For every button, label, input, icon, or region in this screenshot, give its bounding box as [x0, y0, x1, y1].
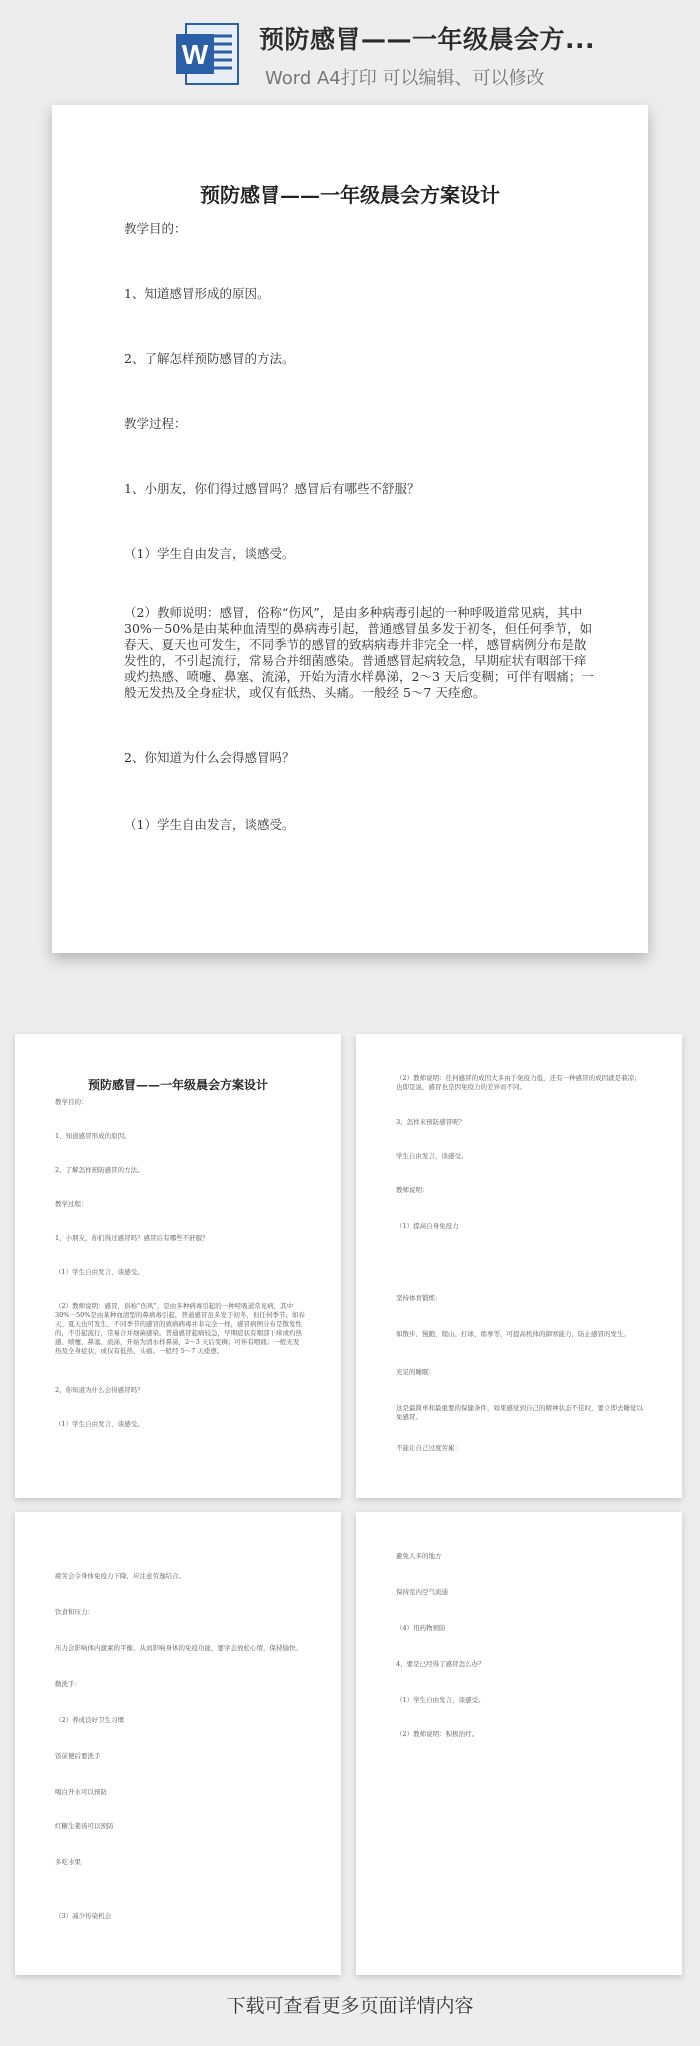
paragraph: （2）教师说明：感冒，俗称“伤风”，是由多种病毒引起的一种呼吸道常见病，其中 30%－50%是由某种血清型的鼻病毒引起，普通感冒虽多发于初冬，但任何季节，如春天、夏天也可发生，不同季节的感冒的致病病毒并非完全一样，感冒病例分布是散发性的，不引起流行，常易合并细菌感染。普通感冒起病较急，早期症状有咽部干痒或灼热感、喷嚏、鼻塞、流涕，开始为清水样鼻涕，2～3 天后变稠；可伴有咽痛；一般无发热及全身症状，或仅有低热、头痛。一般经 5～7 天痊愈。 — [124, 605, 594, 700]
page-thumbnail-4[interactable] — [356, 1512, 682, 1975]
page-title: 预防感冒——一年级晨会方案设计 — [200, 183, 500, 207]
paragraph: 2、你知道为什么会得感冒吗？ — [124, 750, 295, 765]
thumb-paragraph: 红糖生姜汤可以预防 — [55, 1822, 114, 1830]
thumb-paragraph: 教师说明： — [396, 1186, 429, 1194]
thumb-paragraph: 2、你知道为什么会得感冒吗？ — [55, 1386, 144, 1394]
paragraph: 教学过程： — [124, 416, 187, 431]
thumb-paragraph: 1、小朋友，你们得过感冒吗？感冒后有哪些不舒服？ — [55, 1234, 209, 1242]
thumb-paragraph: 学生自由发言，谈感受。 — [396, 1152, 468, 1160]
thumb-paragraph: 饮食和压力： — [55, 1608, 94, 1616]
footer-cta[interactable]: 下载可查看更多页面详情内容 — [226, 1995, 474, 2017]
paragraph: （1）学生自由发言，谈感受。 — [124, 817, 295, 832]
thumb-paragraph: （2）教师说明：任何感冒的成因大多由于免疫力低，还有一种感冒的成因就是着凉；也即是说，感冒也是因免疫力的差异而不同。 — [396, 1074, 641, 1091]
document-page-preview — [52, 105, 648, 953]
thumb-paragraph: （1）学生自由发言，谈感受。 — [55, 1268, 144, 1276]
paragraph: 1、小朋友，你们得过感冒吗？感冒后有哪些不舒服？ — [124, 481, 420, 496]
thumb-paragraph: 2、了解怎样预防感冒的方法。 — [55, 1166, 144, 1174]
header — [0, 0, 700, 95]
thumb-paragraph: 1、知道感冒形成的原因。 — [55, 1132, 131, 1140]
thumb-paragraph: 喝白开水可以预防 — [55, 1788, 107, 1796]
page-thumbnail-2[interactable] — [356, 1034, 682, 1498]
thumb-paragraph: （4）用药物预防 — [396, 1624, 446, 1632]
word-doc-icon — [174, 20, 240, 88]
thumb-paragraph: 保持室内空气流通 — [396, 1588, 448, 1596]
paragraph: 1、知道感冒形成的原因。 — [124, 286, 270, 301]
thumb-paragraph: （2）教师说明：积极治疗。 — [396, 1730, 479, 1738]
thumb-paragraph: 疲劳会令身体免疫力下降，应注意劳逸结合。 — [55, 1572, 185, 1580]
thumb-paragraph: 坚持体育锻炼： — [396, 1294, 442, 1302]
thumb-paragraph: 充足的睡眠： — [396, 1368, 435, 1376]
thumb-paragraph: （1）学生自由发言，谈感受。 — [55, 1420, 144, 1428]
thumb-paragraph: （3）减少传染机会 — [55, 1912, 112, 1920]
thumb-paragraph: 避免人多的地方 — [396, 1552, 442, 1560]
page-thumbnail-3[interactable] — [15, 1512, 341, 1975]
paragraph: 教学目的： — [124, 221, 187, 236]
document-title: 预防感冒——一年级晨会方... — [259, 25, 595, 54]
thumb-paragraph: 压力会影响体内激素的平衡，从而影响身体的免疫功能，要学会放松心情，保持愉快。 — [55, 1644, 302, 1652]
thumb-paragraph: 这是最简单和最重要的保健条件，如果感觉到自己的精神状态不佳时，要立即去睡觉以免感冒。 — [396, 1404, 643, 1421]
thumb-paragraph: 勤洗手： — [55, 1680, 81, 1688]
thumb-title: 预防感冒——一年级晨会方案设计 — [87, 1078, 268, 1092]
document-subtitle: Word A4打印 可以编辑、可以修改 — [265, 68, 545, 89]
thumb-paragraph: （2）教师说明：感冒，俗称“伤风”，是由多种病毒引起的一种呼吸道常见病，其中 30%－50%是由某种血清型的鼻病毒引起，普通感冒虽多发于初冬，但任何季节，如春天、夏天也可发生，不同季节的感冒的致病病毒并非完全一样，感冒病例分布是散发性的，不引起流行，常易合并细菌感染。普通感冒起病较急，早期症状有咽部干痒或灼热感、喷嚏、鼻塞、流涕，开始为清水样鼻涕，2～3 天后变稠；可伴有咽痛；一般无发热及全身症状，或仅有低热、头痛。一般经 5～7 天痊愈。 — [55, 1302, 305, 1355]
svg-text:W: W — [181, 39, 209, 70]
thumb-paragraph: 如散步、慢跑、爬山、打球、练拳等，可提高机体的御寒能力，防止感冒的发生。 — [396, 1330, 630, 1338]
thumb-paragraph: 不能让自己过度劳累： — [396, 1444, 461, 1452]
thumb-paragraph: 教学目的： — [55, 1098, 88, 1106]
paragraph: 2、了解怎样预防感冒的方法。 — [124, 351, 295, 366]
thumb-paragraph: 3、怎样来预防感冒呢？ — [396, 1118, 466, 1126]
thumb-paragraph: （2）养成良好卫生习惯 — [55, 1716, 125, 1724]
thumb-paragraph: （1）提高自身免疫力 — [396, 1222, 459, 1230]
thumb-paragraph: 4、要是已经得了感冒怎么办？ — [396, 1660, 485, 1668]
thumb-paragraph: 教学过程： — [55, 1200, 88, 1208]
paragraph: （1）学生自由发言，谈感受。 — [124, 546, 295, 561]
thumb-paragraph: 饭前便后要洗手 — [55, 1752, 101, 1760]
page-thumbnail-1[interactable] — [15, 1034, 341, 1498]
thumb-paragraph: 多吃水果 — [55, 1858, 81, 1866]
thumb-paragraph: （1）学生自由发言，谈感受。 — [396, 1696, 485, 1704]
